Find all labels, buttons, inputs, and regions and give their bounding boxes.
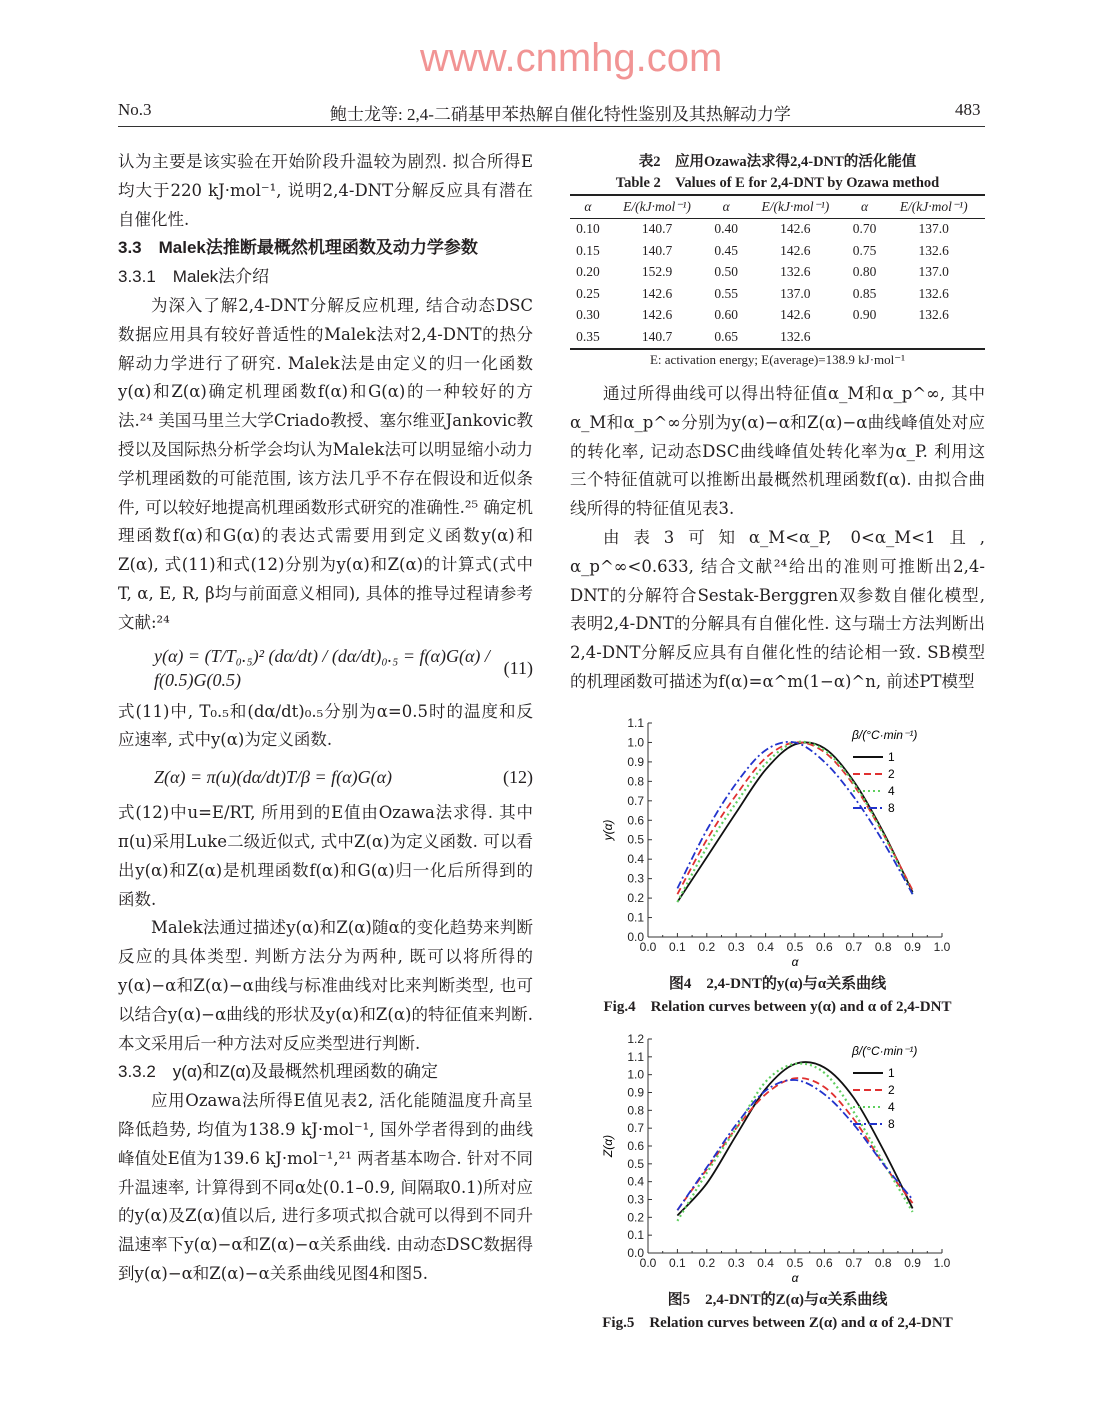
paragraph: 通过所得曲线可以得出特征值α_M和α_p^∞, 其中α_M和α_p^∞分别为y(α)−α和Z(α)−α曲线峰值处对应的转化率, 记动态DSC曲线峰值处转化率为α_P. 利用这三个特征值就可以推断出最概然机理函数f(α). 由拟合曲线所得的特征值见表3. [570, 384, 985, 519]
y-axis-label: Z(α) [601, 1134, 615, 1157]
table-cell: 0.45 [714, 242, 739, 258]
legend-label: 1 [888, 1065, 895, 1080]
x-tick-label: 0.5 [786, 939, 804, 954]
equation-body: Z(α) = π(u)(dα/dt)T/β = f(α)G(α) [154, 767, 393, 788]
table-cell: 142.6 [780, 242, 811, 258]
series-line-2 [677, 742, 912, 894]
legend-title: β/(°C·min⁻¹) [852, 727, 918, 742]
table-cell: 0.55 [714, 285, 739, 301]
table-cell: 140.7 [641, 242, 673, 258]
y-tick-label: 0.2 [627, 1210, 644, 1225]
x-tick-label: 0.9 [904, 1255, 921, 1270]
column-header: E/(kJ·mol⁻¹) [623, 198, 691, 214]
legend-label: 2 [888, 1082, 895, 1097]
x-tick-label: 0.8 [874, 939, 892, 954]
table-header-row [570, 195, 985, 218]
figure-caption-cn: 图5 2,4-DNT的Z(α)与α关系曲线 [667, 1291, 888, 1308]
x-tick-label: 0.6 [816, 1255, 833, 1270]
running-title: 鲍士龙等: 2,4-二硝基甲苯热解自催化特性鉴别及其热解动力学 [330, 105, 791, 124]
y-tick-label: 0.6 [627, 1138, 644, 1153]
table-cell: 137.0 [918, 264, 949, 280]
y-tick-label: 0.5 [627, 832, 644, 847]
x-tick-label: 0.6 [816, 939, 833, 954]
y-tick-label: 0.5 [627, 1156, 644, 1171]
y-tick-label: 1.0 [627, 1067, 644, 1082]
table-cell: 0.85 [852, 285, 877, 301]
y-tick-label: 0.7 [627, 1120, 644, 1135]
x-axis-label: α [791, 1270, 799, 1285]
y-tick-label: 0.0 [627, 1245, 644, 1260]
y-tick-label: 0.3 [627, 871, 644, 886]
paragraph: 为深入了解2,4-DNT分解反应机理, 结合动态DSC数据应用具有较好普适性的Malek法对2,4-DNT的热分解动力学进行了研究. Malek法是由定义的归一化函数y(α)和Z(α)确定机理函数f(α)和G(α)的一种较好的方法.²⁴ 美国马里兰大学Criado教授、塞尔维亚Jankovic教授以及国际热分析学会均认为Malek法可以明显缩小动力学机理函数的可能范围, 该方法几乎不存在假设和近似条件, 可以较好地提高机理函数形式研究的准确性.²⁵ 确定机理函数f(α)和G(α)的表达式需要用到定义函数y(α)和Z(α), 式(11)和式(12)分别为y(α)和Z(α)的计算式(式中T, α, E, R, β均与前面意义相同), 具体的推导过程请参考文献:²⁴ [118, 295, 533, 632]
table-cell: 140.7 [641, 328, 673, 344]
table-row [570, 262, 985, 284]
table-caption-cn: 表2 应用Ozawa法求得2,4-DNT的活化能值 [638, 154, 917, 170]
x-tick-label: 0.7 [845, 939, 863, 954]
z-alpha-chart [570, 1027, 985, 1289]
y-tick-label: 1.1 [627, 1049, 644, 1064]
right-column [570, 380, 985, 1335]
y-tick-label: 0.0 [627, 929, 644, 944]
x-tick-label: 0.3 [727, 939, 745, 954]
column-header: α [584, 198, 592, 214]
subsection-heading: 3.3.1 Malek法介绍 [118, 267, 270, 287]
table-cell: 152.9 [641, 264, 673, 280]
table-cell: 0.25 [576, 285, 600, 301]
y-tick-label: 0.8 [627, 1103, 644, 1118]
legend-label: 8 [888, 1116, 895, 1131]
y-tick-label: 0.7 [627, 793, 644, 808]
x-tick-label: 0.7 [845, 1255, 863, 1270]
table-row [570, 240, 985, 262]
y-tick-label: 0.3 [627, 1192, 644, 1207]
table-note: E: activation energy; E(average)=138.9 kJ·mol⁻¹ [649, 351, 906, 367]
table-cell: 0.20 [576, 264, 600, 280]
equation-number: (12) [503, 767, 533, 788]
column-header: E/(kJ·mol⁻¹) [761, 198, 830, 214]
y-tick-label: 0.4 [627, 1174, 644, 1189]
figure-caption-en: Fig.5 Relation curves between Z(α) and α of 2,4-DNT [602, 1314, 953, 1331]
series-line-8 [677, 742, 912, 894]
table-cell: 132.6 [918, 307, 949, 323]
column-header: α [722, 198, 730, 214]
equation-12 [118, 755, 533, 799]
equation-11 [118, 638, 533, 698]
x-tick-label: 0.5 [786, 1255, 804, 1270]
page-number: 483 [955, 100, 981, 119]
legend-title: β/(°C·min⁻¹) [852, 1043, 918, 1058]
x-tick-label: 0.3 [727, 1255, 745, 1270]
x-tick-label: 0.1 [669, 939, 686, 954]
table-cell: 0.50 [714, 264, 739, 280]
table-cell: 0.10 [576, 221, 600, 237]
x-tick-label: 0.2 [698, 1255, 716, 1270]
table-cell: 142.6 [641, 307, 673, 323]
legend-label: 2 [888, 766, 895, 781]
column-header: α [860, 198, 869, 214]
equation-number: (11) [503, 657, 533, 678]
activation-energy-table [570, 194, 985, 350]
y-tick-label: 1.2 [627, 1031, 644, 1046]
y-tick-label: 1.1 [627, 715, 644, 730]
table-2 [570, 152, 985, 368]
table-cell [882, 326, 985, 349]
figure-5 [570, 1027, 985, 1335]
table-cell: 137.0 [780, 285, 811, 301]
table-cell: 0.35 [576, 328, 600, 344]
x-tick-label: 0.1 [669, 1255, 686, 1270]
x-tick-label: 0.9 [904, 939, 921, 954]
y-tick-label: 0.9 [627, 1085, 644, 1100]
equation-body: y(α) = (T/T₀.₅)² (dα/dt) / (dα/dt)₀.₅ = f(α)G(α) / f(0.5)G(0.5) [154, 645, 490, 690]
table-row [570, 283, 985, 305]
series-line-1 [677, 742, 912, 902]
column-header: E/(kJ·mol⁻¹) [899, 198, 968, 214]
left-column [118, 148, 533, 1289]
y-tick-label: 0.6 [627, 813, 644, 828]
table-cell: 132.6 [918, 285, 949, 301]
legend-label: 8 [888, 800, 895, 815]
table-cell: 0.75 [852, 242, 877, 258]
table-cell: 132.6 [780, 264, 811, 280]
subsection-heading: 3.3.2 y(α)和Z(α)及最概然机理函数的确定 [118, 1062, 438, 1082]
table-row [570, 218, 985, 240]
table-cell: 0.30 [576, 307, 600, 323]
series-line-4 [677, 1063, 912, 1220]
header-rule [118, 126, 985, 127]
y-tick-label: 0.9 [627, 754, 644, 769]
table-cell: 0.90 [852, 307, 877, 323]
x-tick-label: 0.0 [639, 1255, 657, 1270]
y-tick-label: 0.4 [627, 851, 644, 866]
table-cell: 0.15 [576, 242, 600, 258]
table-cell: 0.40 [714, 221, 739, 237]
table-cell: 0.65 [714, 328, 739, 344]
table-cell: 132.6 [780, 328, 811, 344]
table-cell: 137.0 [918, 221, 949, 237]
x-tick-label: 0.4 [757, 1255, 774, 1270]
table-cell: 0.70 [852, 221, 877, 237]
table-cell: 0.80 [852, 264, 877, 280]
table-caption-en: Table 2 Values of E for 2,4-DNT by Ozawa method [615, 175, 940, 191]
x-axis-label: α [791, 954, 799, 969]
journal-issue: No.3 [118, 100, 152, 119]
x-tick-label: 0.0 [639, 939, 657, 954]
figure-4 [570, 711, 985, 1019]
series-line-8 [677, 1080, 912, 1210]
paragraph: 应用Ozawa法所得E值见表2, 活化能随温度升高呈降低趋势, 均值为138.9 kJ·mol⁻¹, 国外学者得到的曲线峰值处E值为139.6 kJ·mol⁻¹,²¹ 两者基本吻合. 针对不同升温速率, 计算得到不同α处(0.1–0.9, 间隔取0.1)所对应的y(α)及Z(α)值以后, 进行多项式拟合就可以得到不同升温速率下y(α)−α和Z(α)−α关系曲线. 由动态DSC数据得到y(α)−α和Z(α)−α关系曲线见图4和图5. [118, 1091, 533, 1283]
table-cell: 140.7 [641, 221, 673, 237]
legend-label: 1 [888, 749, 895, 764]
x-tick-label: 1.0 [933, 1255, 951, 1270]
table-cell: 0.60 [714, 307, 739, 323]
figure-caption-cn: 图4 2,4-DNT的y(α)与α关系曲线 [668, 975, 887, 992]
table-cell: 142.6 [780, 221, 811, 237]
table-row [570, 305, 985, 327]
x-tick-label: 0.4 [757, 939, 774, 954]
section-heading: 3.3 Malek法推断最概然机理函数及动力学参数 [118, 238, 478, 258]
watermark: www.cnmhg.com [420, 36, 723, 80]
y-axis-label: y(α) [601, 819, 615, 841]
paragraph: 式(12)中u=E/RT, 所用到的E值由Ozawa法求得. 其中π(u)采用Luke二级近似式, 式中Z(α)为定义函数. 可以看出y(α)和Z(α)是机理函数f(α)和G(α)归一化后所得到的函数. [118, 803, 533, 909]
table-row [570, 326, 985, 349]
y-tick-label: 1.0 [627, 735, 644, 750]
table-cell: 142.6 [780, 307, 811, 323]
y-alpha-chart [570, 711, 985, 973]
paragraph: Malek法通过描述y(α)和Z(α)随α的变化趋势来判断反应的具体类型. 判断方法分为两种, 既可以将所得的y(α)−α和Z(α)−α曲线与标准曲线对比来判断类型, 也可以结合y(α)−α曲线的形状及y(α)和Z(α)的特征值来判断. 本文采用后一种方法对反应类型进行判断. [118, 918, 533, 1053]
x-tick-label: 0.2 [698, 939, 716, 954]
table-cell [847, 326, 883, 349]
y-tick-label: 0.8 [627, 774, 644, 789]
paragraph: 认为主要是该实验在开始阶段升温较为剧烈. 拟合所得E均大于220 kJ·mol⁻¹, 说明2,4-DNT分解反应具有潜在自催化性. [118, 152, 533, 229]
legend-label: 4 [888, 783, 895, 798]
y-tick-label: 0.2 [627, 890, 644, 905]
y-tick-label: 0.1 [627, 910, 644, 925]
y-tick-label: 0.1 [627, 1227, 644, 1242]
paragraph: 式(11)中, T₀.₅和(dα/dt)₀.₅分别为α=0.5时的温度和反应速率, 式中y(α)为定义函数. [118, 701, 533, 750]
x-tick-label: 1.0 [933, 939, 951, 954]
table-cell: 132.6 [918, 242, 949, 258]
series-line-1 [677, 1062, 912, 1216]
paragraph: 由表3可知α_M<α_P, 0<α_M<1且, α_p^∞<0.633, 结合文献²⁴给出的准则可推断出2,4-DNT的分解符合Sestak-Berggren双参数自催化模型, 表明2,4-DNT的分解具有自催化性. 这与瑞士方法判断出2,4-DNT分解反应具有自催化性的结论相一致. SB模型的机理函数可描述为f(α)=α^m(1−α)^n, 前述PT模型 [570, 527, 985, 691]
table-cell: 142.6 [641, 285, 673, 301]
figure-caption-en: Fig.4 Relation curves between y(α) and α of 2,4-DNT [603, 998, 952, 1015]
legend-label: 4 [888, 1099, 895, 1114]
series-line-2 [677, 1078, 912, 1210]
x-tick-label: 0.8 [874, 1255, 892, 1270]
